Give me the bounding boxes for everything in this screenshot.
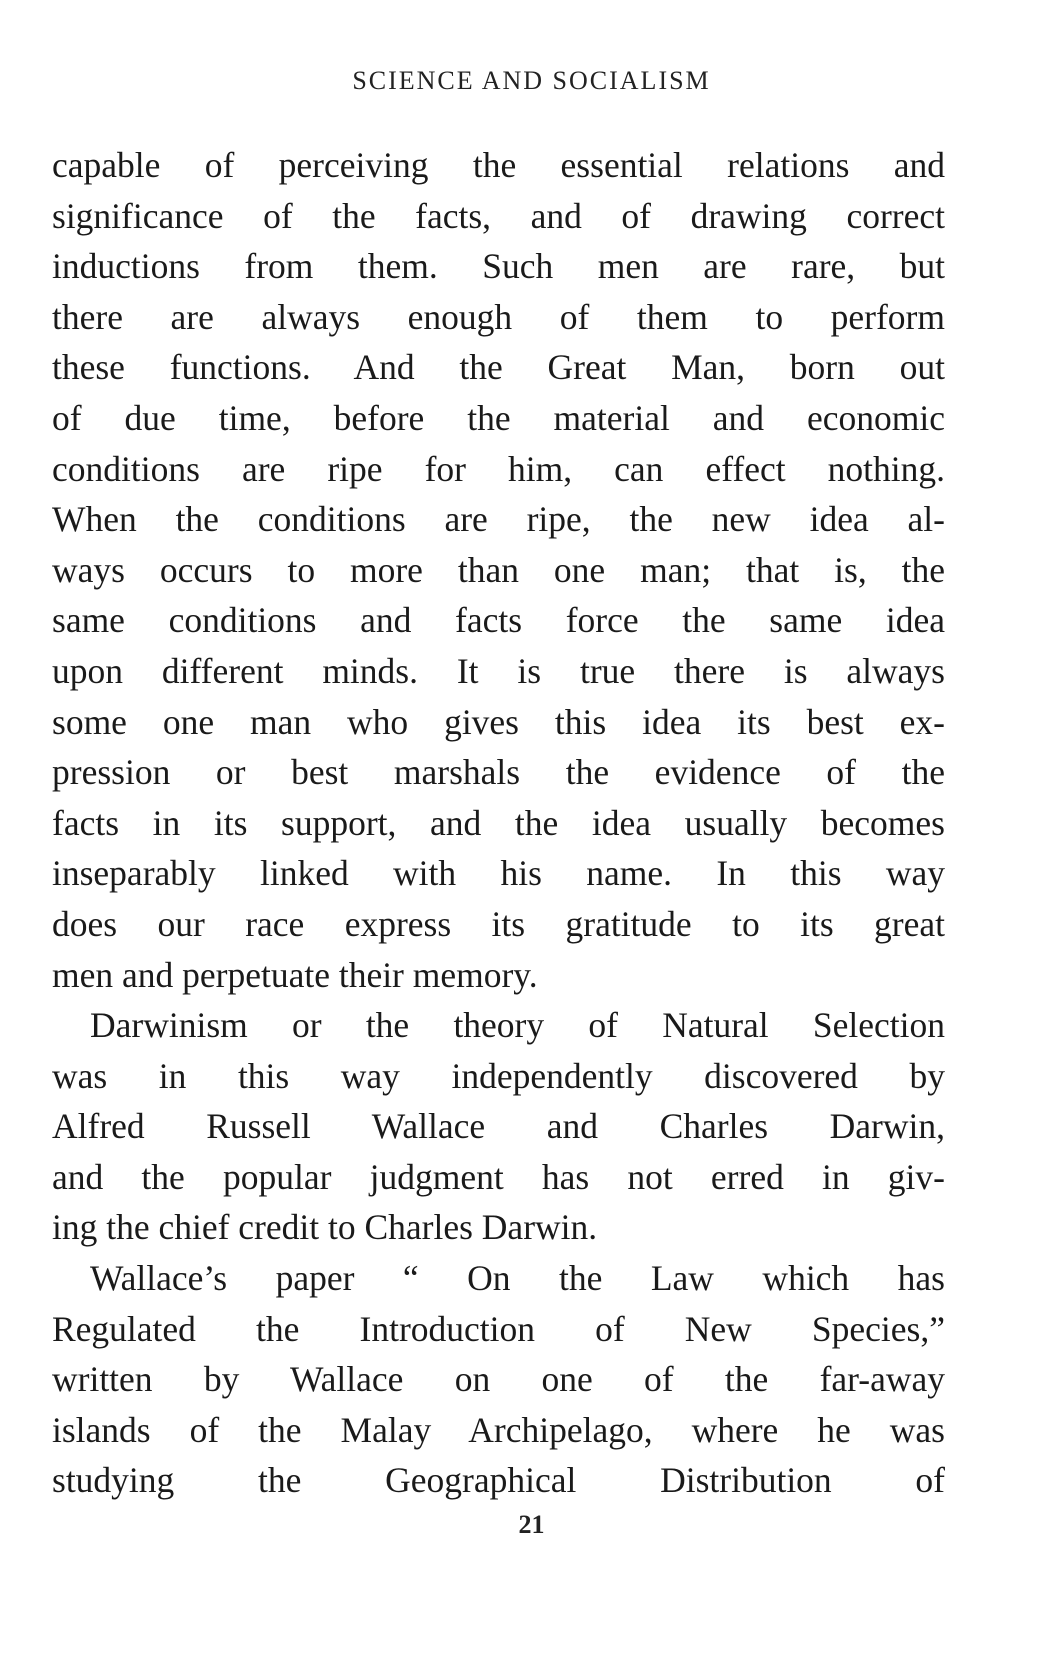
text-line-14: facts in its support, and the idea usually becomes (52, 802, 945, 843)
body-text (52, 140, 945, 1506)
text-line-15: inseparably linked with his name. In this way (52, 853, 945, 894)
text-line-22: ing the chief credit to Charles Darwin. (52, 1207, 598, 1248)
text-line-11: upon different minds. It is true there is always (52, 650, 945, 691)
text-line-10: same conditions and facts force the same idea (52, 600, 945, 641)
text-line-8: When the conditions are ripe, the new idea al- (52, 499, 945, 540)
page-number: 21 (518, 1510, 545, 1539)
text-line-27: studying the Geographical Distribution of (52, 1460, 945, 1501)
text-line-19: was in this way independently discovered by (52, 1055, 945, 1096)
text-line-5: these functions. And the Great Man, born out (52, 347, 945, 388)
text-line-25: written by Wallace on one of the far-away (52, 1359, 945, 1400)
text-line-26: islands of the Malay Archipelago, where he was (52, 1409, 945, 1450)
text-line-6: of due time, before the material and economic (52, 397, 945, 438)
text-line-16: does our race express its gratitude to its great (52, 903, 945, 944)
text-line-18: Darwinism or the theory of Natural Selection (90, 1005, 945, 1046)
running-head: SCIENCE AND SOCIALISM (352, 66, 711, 95)
text-line-2: significance of the facts, and of drawing correct (52, 195, 945, 236)
text-line-4: there are always enough of them to perform (52, 296, 945, 337)
text-line-12: some one man who gives this idea its best ex- (52, 701, 945, 742)
text-line-21: and the popular judgment has not erred in giv- (52, 1156, 945, 1197)
text-line-3: inductions from them. Such men are rare, but (52, 246, 945, 287)
text-line-7: conditions are ripe for him, can effect nothing. (52, 448, 945, 489)
text-line-13: pression or best marshals the evidence of the (52, 752, 945, 793)
text-line-17: men and perpetuate their memory. (52, 954, 538, 995)
text-line-20: Alfred Russell Wallace and Charles Darwin, (52, 1106, 945, 1147)
text-line-9: ways occurs to more than one man; that is, the (52, 549, 945, 590)
text-line-23: Wallace’s paper “ On the Law which has (90, 1258, 945, 1299)
text-line-1: capable of perceiving the essential relations and (52, 145, 945, 185)
text-line-24: Regulated the Introduction of New Species,” (52, 1308, 945, 1349)
